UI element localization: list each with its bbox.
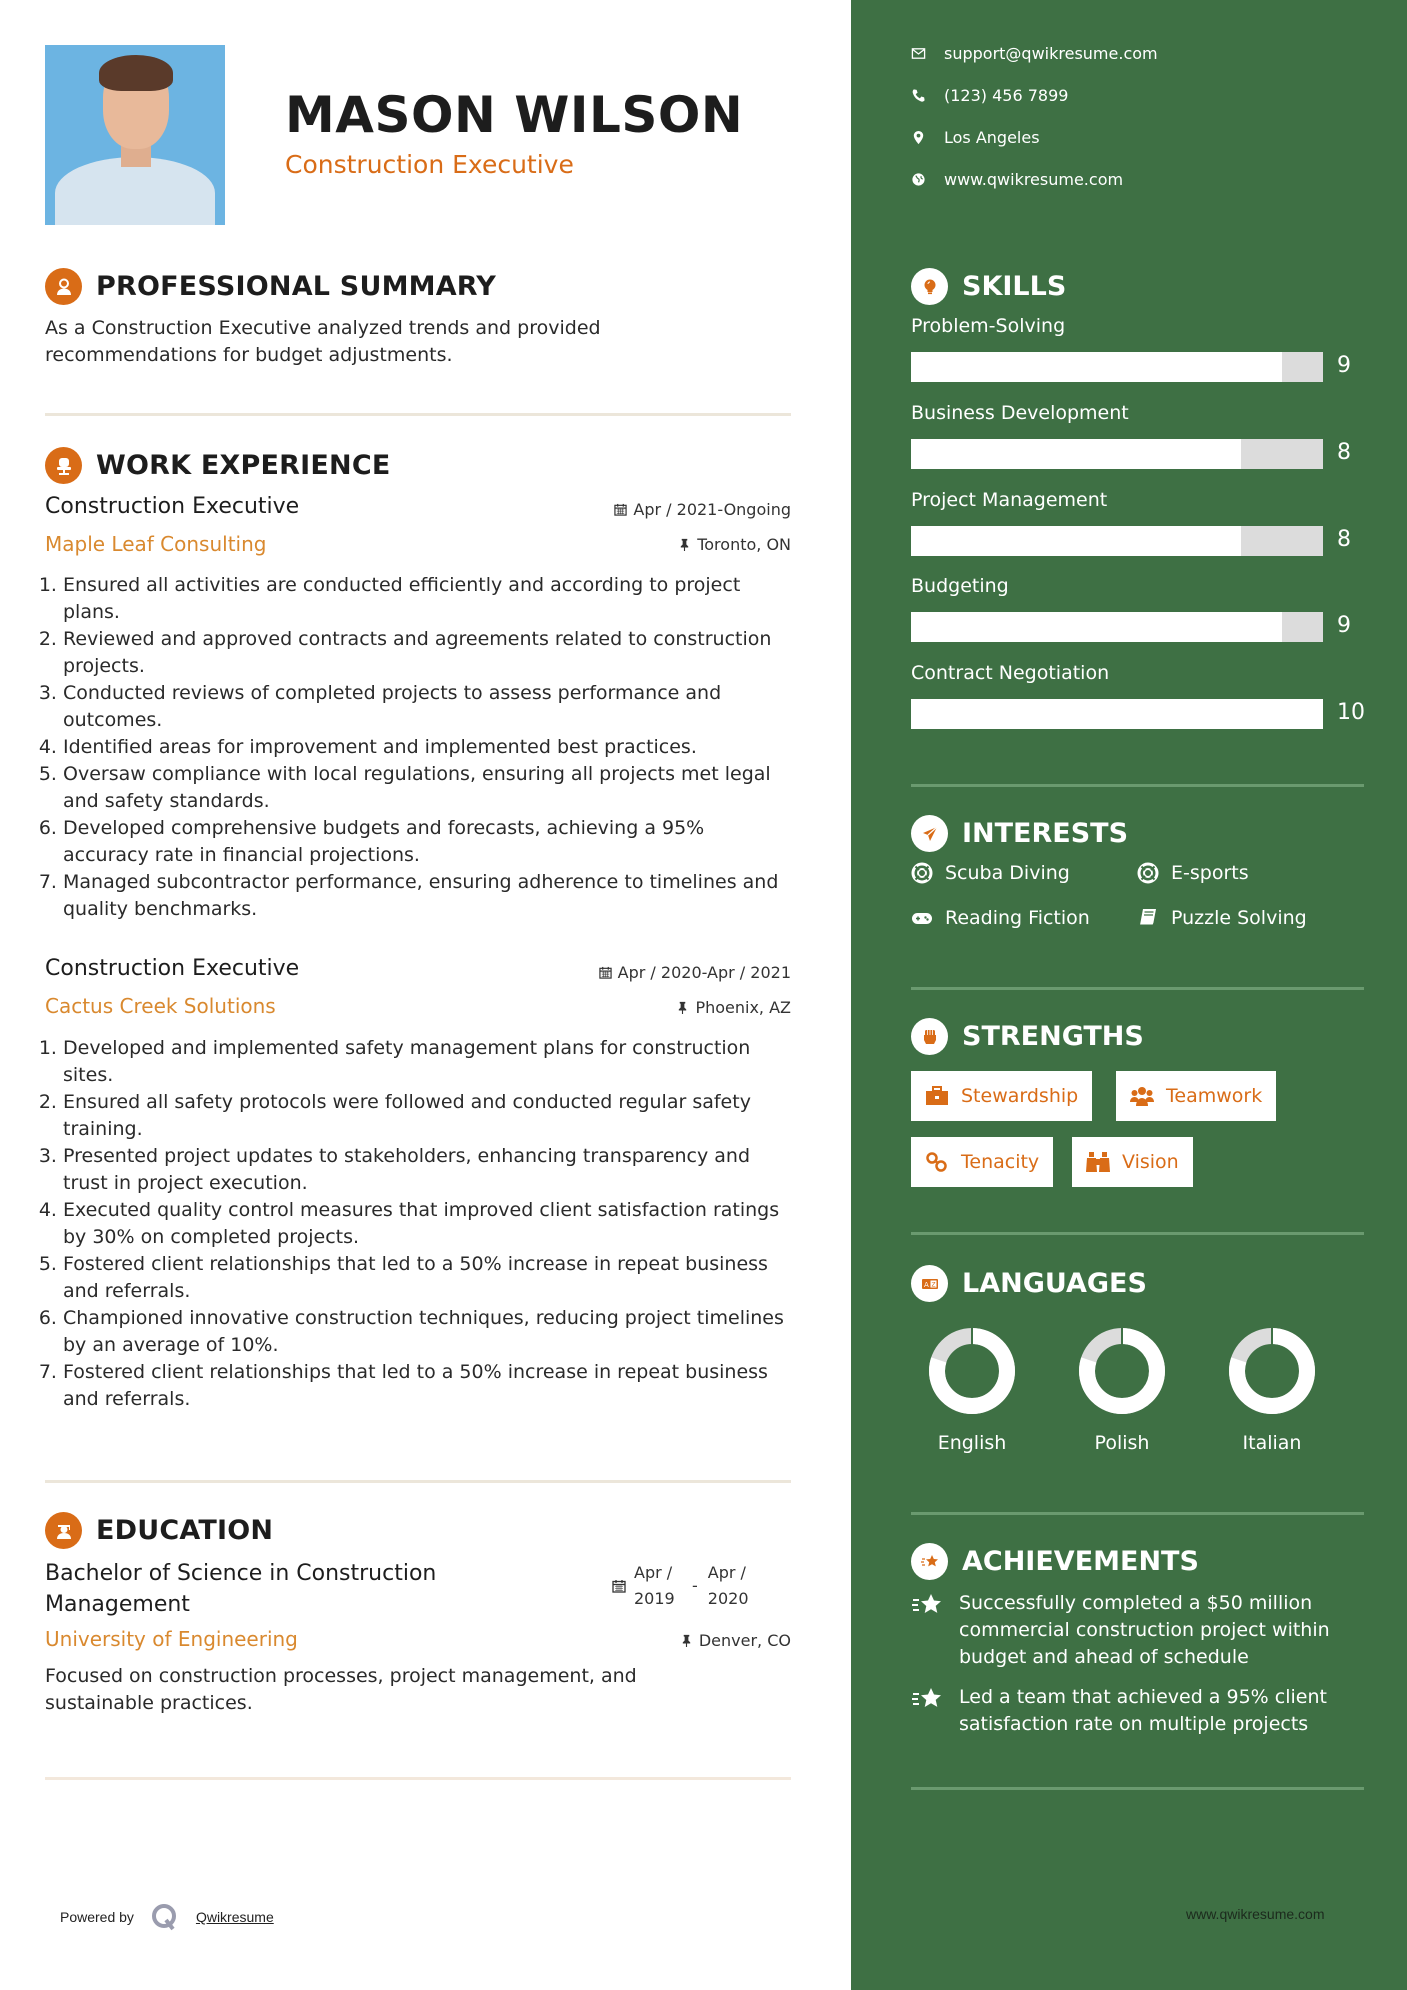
strength-label: Vision [1122, 1151, 1179, 1173]
summary-heading [45, 268, 496, 305]
job-title: Construction Executive [45, 494, 300, 519]
interests-title: INTERESTS [962, 818, 1129, 849]
calendar-icon [612, 1579, 626, 1593]
skill-label: Problem-Solving [911, 315, 1066, 337]
skill-bar-fill [911, 612, 1282, 642]
achievements-heading [911, 1543, 1199, 1580]
candidate-role: Construction Executive [285, 150, 574, 179]
job-dates-text: Apr / 2020-Apr / 2021 [617, 963, 791, 982]
achievement-item [911, 1590, 1371, 1671]
powered-by [60, 1902, 274, 1932]
candidate-name: MASON WILSON [285, 86, 744, 144]
strengths-heading [911, 1018, 1144, 1055]
languages-heading [911, 1265, 1147, 1302]
profile-photo [45, 45, 225, 225]
skill-value: 9 [1337, 353, 1351, 378]
phone-icon [911, 88, 926, 103]
skill-label: Budgeting [911, 575, 1009, 597]
pushpin-icon [680, 1634, 693, 1647]
powered-by-label: Powered by [60, 1909, 134, 1925]
school-name: University of Engineering [45, 1627, 298, 1651]
map-pin-icon [911, 130, 926, 145]
bullet: 4. Identified areas for improvement and implemented best practices. [63, 734, 795, 761]
briefcase-icon [925, 1085, 949, 1107]
skill-value: 10 [1337, 700, 1365, 725]
experience-title: WORK EXPERIENCE [96, 450, 391, 481]
education-title: EDUCATION [96, 1515, 274, 1546]
experience-heading [45, 447, 390, 484]
bullet: 3. Conducted reviews of completed projects to assess performance and outcomes. [63, 680, 795, 734]
education-location [491, 1631, 791, 1650]
footer-website[interactable]: www.qwikresume.com [1186, 1906, 1325, 1922]
achievement-text: Led a team that achieved a 95% client satisfaction rate on multiple projects [959, 1686, 1327, 1735]
education-start: Apr / 2019 [634, 1563, 675, 1608]
divider [911, 1232, 1364, 1235]
divider [45, 413, 791, 416]
language-label: Italian [1242, 1432, 1302, 1454]
paper-plane-icon [911, 815, 948, 852]
skill-value: 9 [1337, 613, 1351, 638]
languages-title: LANGUAGES [962, 1268, 1147, 1299]
divider [911, 1512, 1364, 1515]
achievement-item [911, 1684, 1371, 1738]
interest-label: Reading Fiction [945, 907, 1090, 929]
education-heading [45, 1512, 273, 1549]
strength-chip [911, 1071, 1092, 1121]
pushpin-icon [676, 1001, 689, 1014]
skill-bar [911, 612, 1323, 642]
book-icon [1137, 907, 1159, 929]
gamepad-icon [911, 907, 933, 929]
bullet: 2. Reviewed and approved contracts and agreements related to construction projects. [63, 626, 795, 680]
bullet: 7. Managed subcontractor performance, ensuring adherence to timelines and quality benchmarks. [63, 869, 795, 923]
language-label: English [937, 1432, 1007, 1454]
svg-text:A: A [923, 1280, 929, 1289]
interest-item [911, 862, 1070, 884]
education-description: Focused on construction processes, project management, and sustainable practices. [45, 1665, 637, 1714]
link-icon [925, 1151, 949, 1173]
education-end: Apr / 2020 [707, 1563, 749, 1608]
contact-email [911, 44, 1158, 63]
divider [911, 1787, 1364, 1790]
qwikresume-logo-icon [150, 1902, 180, 1932]
job-dates [491, 963, 791, 982]
strength-chip [1116, 1071, 1276, 1121]
strength-label: Stewardship [961, 1085, 1079, 1107]
bullet: 4. Executed quality control measures that improved client satisfaction ratings by 30% on completed projects. [63, 1197, 795, 1251]
bullet: 1. Ensured all activities are conducted efficiently and according to project plans. [63, 572, 795, 626]
skill-bar-fill [911, 439, 1241, 469]
graduate-icon [45, 1512, 82, 1549]
bullet: 7. Fostered client relationships that led to a 50% increase in repeat business and referrals. [63, 1359, 795, 1413]
language-donut [1079, 1328, 1165, 1414]
contact-phone [911, 86, 1068, 105]
interest-label: Scuba Diving [945, 862, 1070, 884]
company-name: Maple Leaf Consulting [45, 532, 267, 556]
strength-chip [1072, 1137, 1193, 1187]
star-icon [911, 1543, 948, 1580]
users-icon [1130, 1085, 1154, 1107]
strength-label: Teamwork [1166, 1085, 1263, 1107]
bullet: 6. Developed comprehensive budgets and forecasts, achieving a 95% accuracy rate in financial projections. [63, 815, 795, 869]
language-label: Polish [1094, 1432, 1150, 1454]
contact-location [911, 128, 1040, 147]
job-location-text: Toronto, ON [697, 535, 791, 554]
achievements-title: ACHIEVEMENTS [962, 1546, 1199, 1577]
star-icon [911, 1686, 945, 1716]
skill-value: 8 [1337, 527, 1351, 552]
skills-heading [911, 268, 1066, 305]
job-dates-text: Apr / 2021-Ongoing [633, 500, 791, 519]
job-bullets [45, 1035, 795, 1413]
skill-label: Project Management [911, 489, 1108, 511]
svg-text:Z: Z [931, 1281, 936, 1288]
life-ring-icon [911, 862, 933, 884]
summary-title: PROFESSIONAL SUMMARY [96, 271, 497, 302]
job-location-text: Phoenix, AZ [695, 998, 791, 1017]
website-text[interactable]: www.qwikresume.com [944, 170, 1124, 189]
job-bullets [45, 572, 795, 923]
divider [45, 1480, 791, 1483]
user-icon [45, 268, 82, 305]
binoculars-icon [1086, 1151, 1110, 1173]
bullet: 2. Ensured all safety protocols were followed and conducted regular safety training. [63, 1089, 795, 1143]
interest-item [911, 907, 1090, 929]
divider [45, 1777, 791, 1780]
strength-chip [911, 1137, 1053, 1187]
bullet: 3. Presented project updates to stakeholders, enhancing transparency and trust in project execution. [63, 1143, 795, 1197]
translate-icon [911, 1265, 948, 1302]
phone-text: (123) 456 7899 [944, 86, 1069, 105]
skill-value: 8 [1337, 440, 1351, 465]
interest-label: Puzzle Solving [1171, 907, 1307, 929]
contact-website [911, 170, 1123, 189]
job-title: Construction Executive [45, 956, 300, 981]
globe-icon [911, 172, 926, 187]
envelope-icon [911, 46, 926, 61]
degree: Bachelor of Science in Construction Management [45, 1561, 437, 1617]
chair-icon [45, 447, 82, 484]
divider [911, 987, 1364, 990]
language-donut [1229, 1328, 1315, 1414]
life-ring-icon [1137, 862, 1159, 884]
skill-bar [911, 699, 1323, 729]
bullet: 6. Championed innovative construction techniques, reducing project timelines by an average of 10%. [63, 1305, 795, 1359]
bullet: 5. Fostered client relationships that led to a 50% increase in repeat business and referrals. [63, 1251, 795, 1305]
job-dates [491, 500, 791, 519]
summary-text: As a Construction Executive analyzed trends and provided recommendations for budget adjustments. [45, 317, 601, 366]
job-location [491, 998, 791, 1017]
skill-label: Business Development [911, 402, 1129, 424]
language-donut [929, 1328, 1015, 1414]
education-location-text: Denver, CO [698, 1631, 791, 1650]
skills-title: SKILLS [962, 271, 1067, 302]
skill-bar-fill [911, 526, 1241, 556]
interest-label: E-sports [1171, 862, 1249, 884]
achievement-text: Successfully completed a $50 million commercial construction project within budget and ahead of schedule [959, 1592, 1330, 1668]
qwikresume-link[interactable]: Qwikresume [195, 1909, 274, 1925]
fist-icon [911, 1018, 948, 1055]
strength-label: Tenacity [961, 1151, 1040, 1173]
company-name: Cactus Creek Solutions [45, 994, 276, 1018]
interests-heading [911, 815, 1128, 852]
lightbulb-icon [911, 268, 948, 305]
skill-bar [911, 352, 1323, 382]
skill-bar-fill [911, 352, 1282, 382]
bullet: 5. Oversaw compliance with local regulations, ensuring all projects met legal and safety standards. [63, 761, 795, 815]
pushpin-icon [678, 538, 691, 551]
star-icon [911, 1592, 945, 1622]
divider [911, 784, 1364, 787]
email-text[interactable]: support@qwikresume.com [944, 44, 1158, 63]
skill-label: Contract Negotiation [911, 662, 1110, 684]
job-location [491, 535, 791, 554]
skill-bar [911, 526, 1323, 556]
location-text: Los Angeles [944, 128, 1040, 147]
education-dates: Apr / 2019 - Apr / 2020 [612, 1560, 756, 1612]
strengths-title: STRENGTHS [962, 1021, 1144, 1052]
interest-item [1137, 862, 1249, 884]
skill-bar-fill [911, 699, 1323, 729]
interest-item [1137, 907, 1307, 929]
calendar-icon [614, 503, 627, 516]
calendar-icon [599, 966, 612, 979]
bullet: 1. Developed and implemented safety management plans for construction sites. [63, 1035, 795, 1089]
skill-bar [911, 439, 1323, 469]
